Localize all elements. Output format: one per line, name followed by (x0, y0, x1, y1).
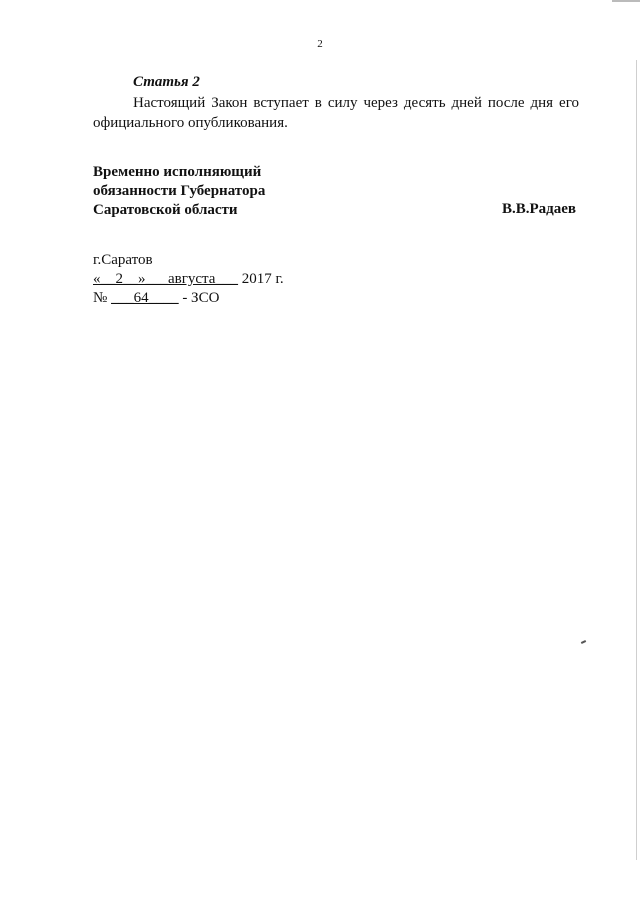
scan-edge-line (636, 60, 637, 860)
date-open-quote: « (93, 271, 101, 287)
law-date (93, 270, 284, 289)
date-close-quote: » (138, 271, 146, 287)
signatory-position (93, 163, 265, 220)
signatory-position-line: Временно исполняющий (93, 164, 262, 180)
number-prefix: № (93, 290, 112, 306)
article-heading: Статья 2 (133, 74, 200, 90)
signatory-name: В.В.Радаев (501, 201, 576, 217)
law-number (93, 289, 284, 308)
date-year: 2017 г. (237, 271, 284, 287)
page-number: 2 (317, 38, 323, 50)
signatory-position-line: обязанности Губернатора (93, 183, 266, 199)
scan-stray-mark (581, 640, 586, 644)
date-day: __2__ (100, 271, 138, 287)
article-text: Настоящий Закон вступает в силу через десять дней после дня его официального опубликования. (93, 95, 579, 131)
signatory-position-line: Саратовской области (93, 202, 238, 218)
law-footer (93, 251, 284, 308)
scan-corner-mark (612, 0, 640, 8)
number-value: ___64____ (111, 290, 179, 306)
number-suffix: - ЗСО (178, 290, 220, 306)
date-month: ___августа___ (145, 271, 238, 287)
city: г.Саратов (93, 252, 153, 268)
